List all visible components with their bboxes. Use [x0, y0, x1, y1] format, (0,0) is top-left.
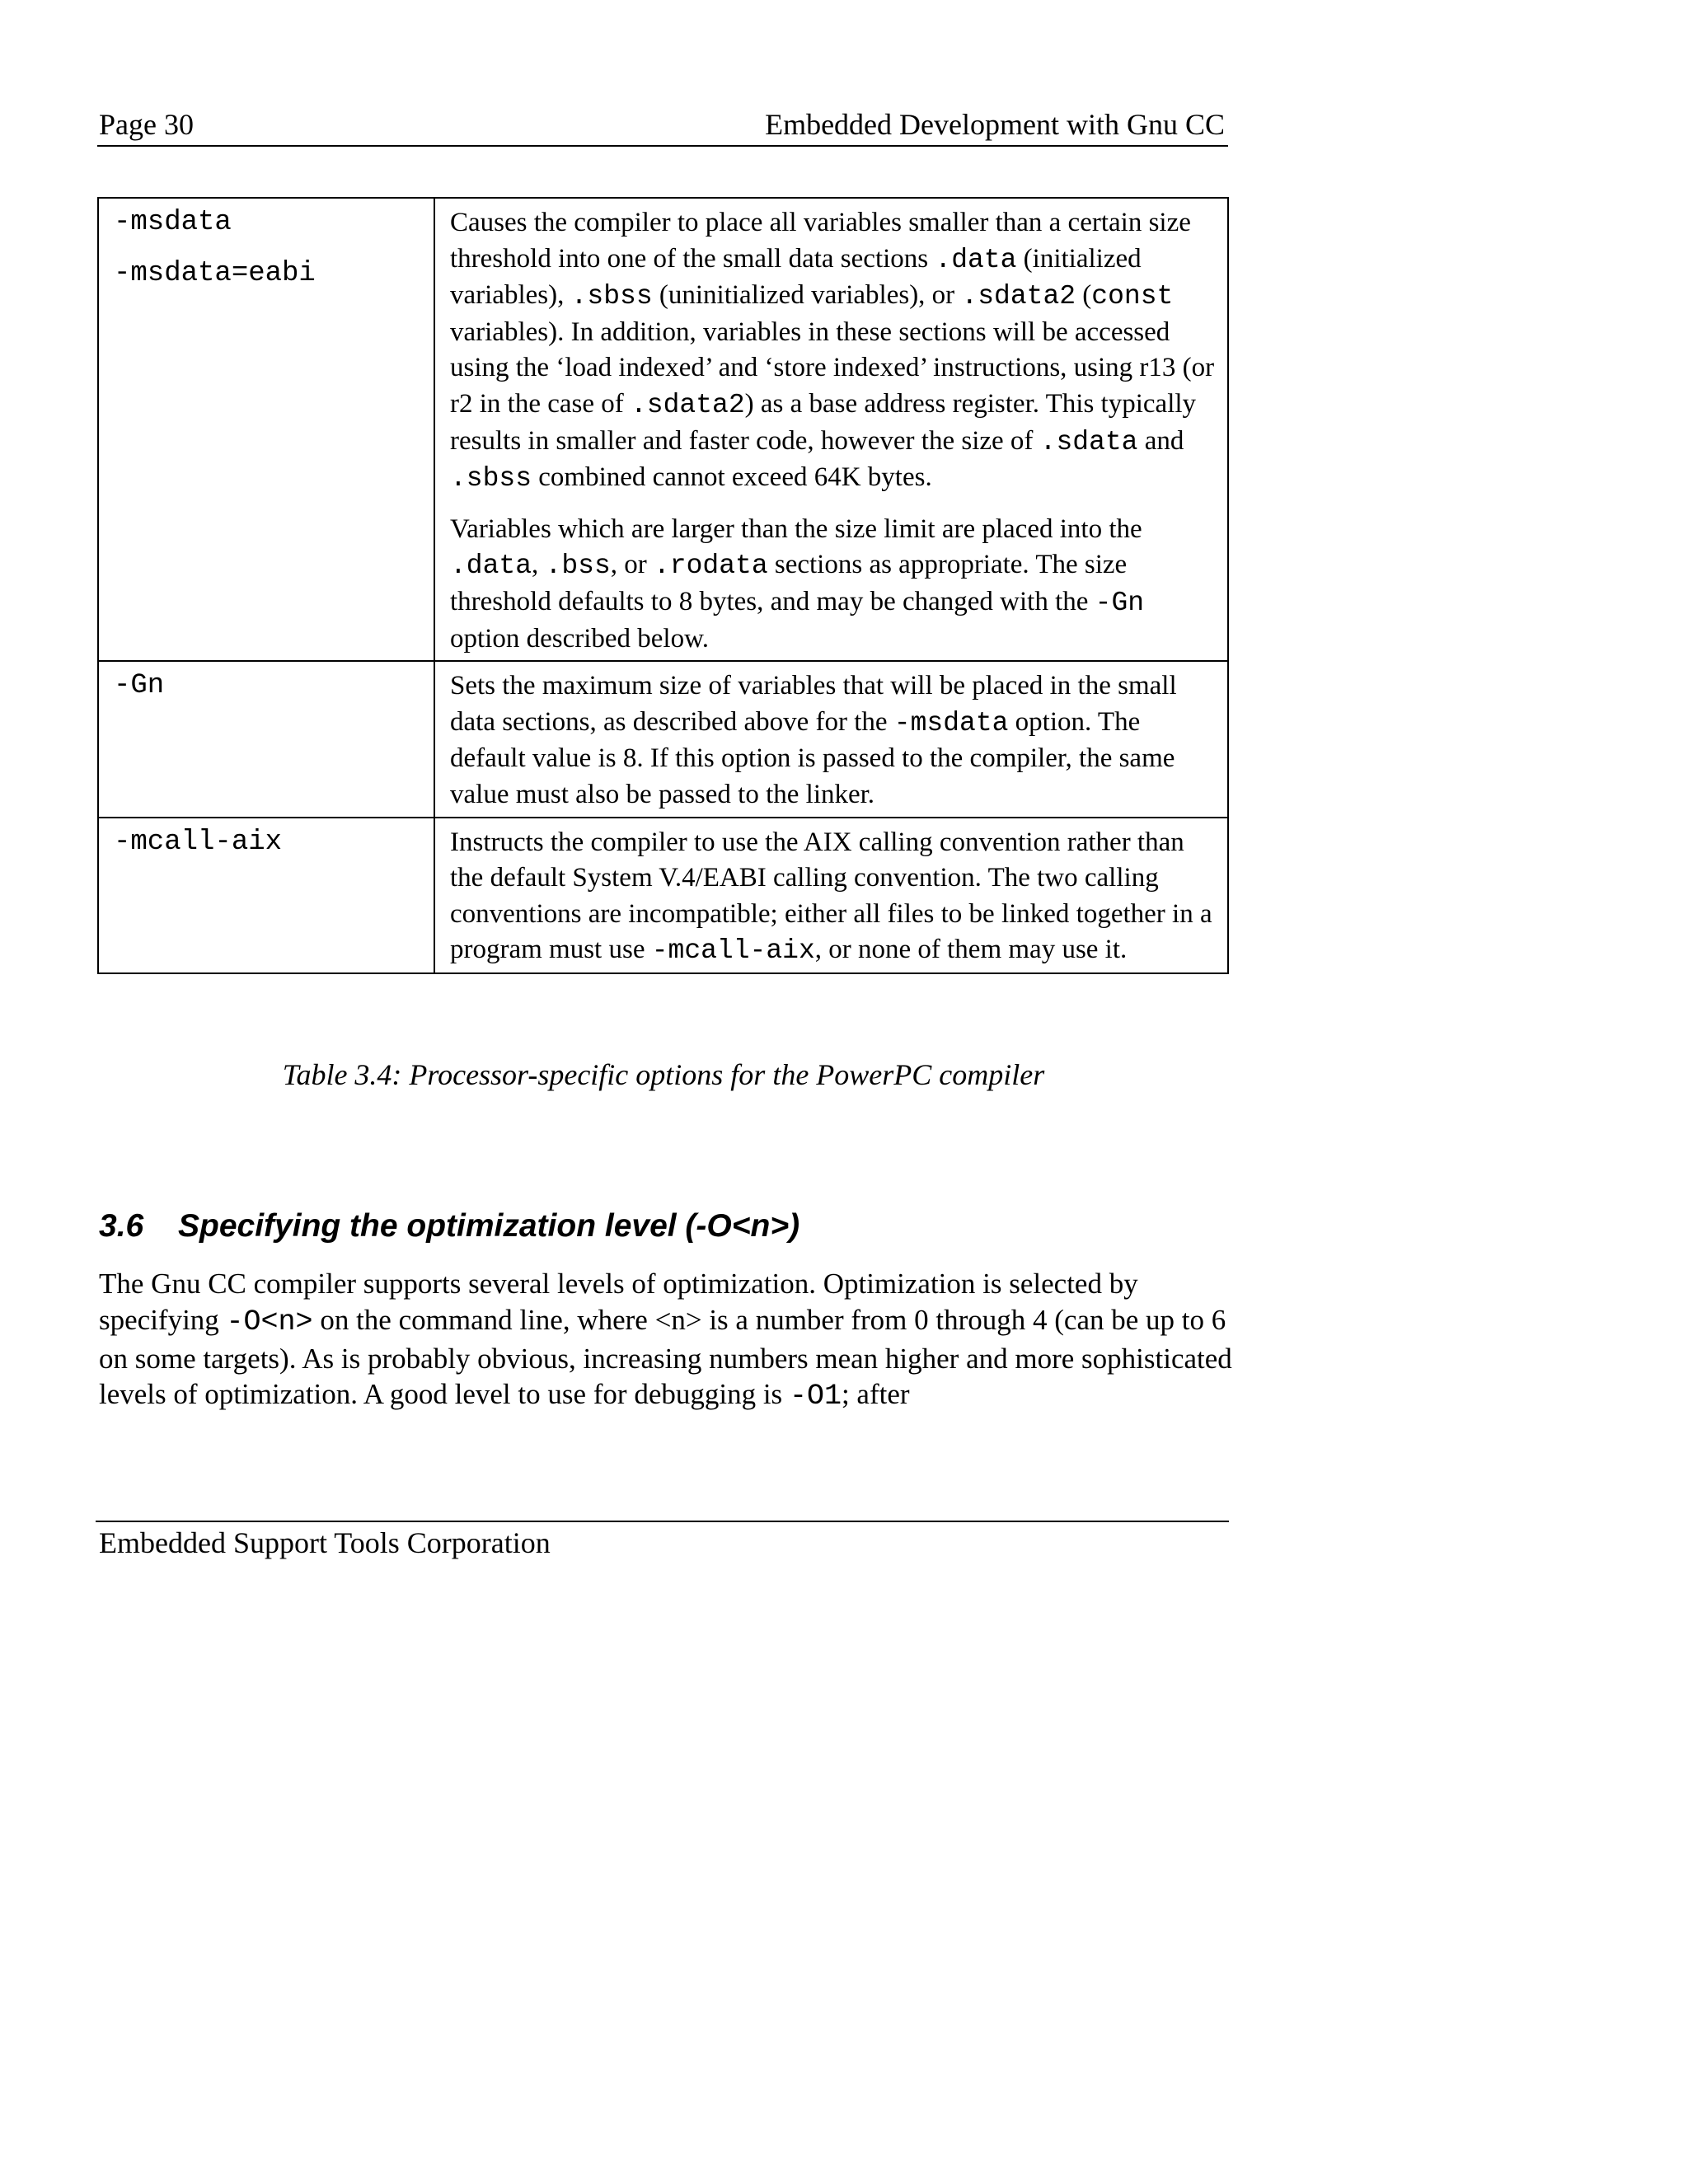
text-run: sections as appropriate. The size threshold defaults to 8 bytes, and may be changed with the	[450, 550, 1128, 616]
text-run: Variables which are larger than the size limit are placed into the	[450, 513, 1142, 544]
description-cell	[434, 818, 1228, 973]
text-run: , or	[610, 550, 654, 580]
text-run: Sets the maximum size of variables that will be placed in the small data sections, as described above for the	[450, 671, 1177, 737]
text-run: option described below.	[450, 623, 710, 654]
text-run: (uninitialized variables), or	[652, 280, 962, 311]
description-paragraph	[450, 205, 1216, 497]
inline-code: -O1	[789, 1380, 842, 1413]
inline-code: .data	[935, 244, 1017, 275]
text-run: Causes the compiler to place all variables smaller than a certain size threshold into one of the small data sections	[450, 208, 1191, 274]
inline-code: -msdata	[893, 707, 1009, 738]
option-name: -Gn	[114, 670, 165, 702]
table-row	[98, 818, 1228, 973]
option-name: -msdata=eabi	[114, 257, 316, 289]
description-cell	[434, 198, 1228, 661]
table-row	[98, 198, 1228, 661]
text-run: ,	[532, 550, 546, 580]
option-name: -mcall-aix	[114, 826, 283, 858]
option-cell	[98, 661, 434, 817]
text-run: on the command line, where <n> is a number from 0 through 4 (can be up to 6 on some targets). As is probably obvious, increasing numbers mean higher and more sophisticated levels of optimization. A good level to use for debugging is	[99, 1303, 1232, 1411]
inline-code: .bss	[545, 551, 611, 582]
text-run: , or none of them may use it.	[814, 935, 1128, 965]
section-number: 3.6	[99, 1208, 144, 1244]
running-title: Embedded Development with Gnu CC	[765, 108, 1225, 141]
description-paragraph	[450, 825, 1216, 969]
inline-code: .data	[450, 551, 532, 582]
inline-code: -Gn	[1095, 587, 1145, 618]
options-table	[97, 197, 1229, 974]
text-run: variables). In addition, variables in these sections will be accessed using the ‘load indexed’ and ‘store indexed’ instructions, using r13 (or r2 in the case of	[450, 316, 1215, 419]
page-number: Page 30	[99, 108, 194, 141]
options-table-body	[98, 198, 1228, 973]
page-header	[97, 104, 1228, 147]
inline-code: .rodata	[654, 551, 768, 582]
text-run: The Gnu CC compiler supports several levels of optimization. Optimization is selected by specifying	[99, 1268, 1138, 1336]
inline-code: .sdata2	[961, 281, 1076, 312]
inline-code: -O<n>	[226, 1305, 313, 1338]
table-caption: Table 3.4: Processor-specific options for the PowerPC compiler	[282, 1058, 1045, 1091]
text-run: (initialized variables),	[450, 243, 1142, 311]
description-paragraph	[450, 668, 1216, 813]
page-footer	[96, 1521, 1229, 1559]
inline-code: .sbss	[570, 281, 653, 312]
inline-code: .sdata2	[631, 389, 745, 420]
text-run: ; after	[841, 1378, 910, 1411]
text-run: and	[1137, 425, 1184, 456]
table-row	[98, 661, 1228, 817]
text-run: Instructs the compiler to use the AIX calling convention rather than the default System V.4/EABI calling convention. The two calling conventions are incompatible; either all files to be linked together in a program must use	[450, 827, 1212, 965]
inline-code: -mcall-aix	[651, 935, 815, 967]
description-paragraph	[450, 512, 1216, 657]
text-run: combined cannot exceed 64K bytes.	[532, 462, 932, 493]
inline-code: .sdata	[1039, 426, 1138, 457]
option-name: -msdata	[114, 207, 232, 238]
section-title: Specifying the optimization level (-O<n>)	[178, 1208, 800, 1244]
description-cell	[434, 661, 1228, 817]
option-cell	[98, 818, 434, 973]
option-cell	[98, 198, 434, 661]
inline-code: .sbss	[450, 463, 532, 494]
section-heading	[99, 1208, 799, 1244]
section-paragraph	[99, 1266, 1236, 1415]
text-run: ) as a base address register. This typically results in smaller and faster code, however the size of	[450, 388, 1197, 456]
inline-code: const	[1091, 281, 1174, 312]
footer-company: Embedded Support Tools Corporation	[99, 1526, 551, 1559]
text-run: (	[1076, 280, 1092, 311]
text-run: option. The default value is 8. If this option is passed to the compiler, the same value must also be passed to the linker.	[450, 706, 1175, 809]
